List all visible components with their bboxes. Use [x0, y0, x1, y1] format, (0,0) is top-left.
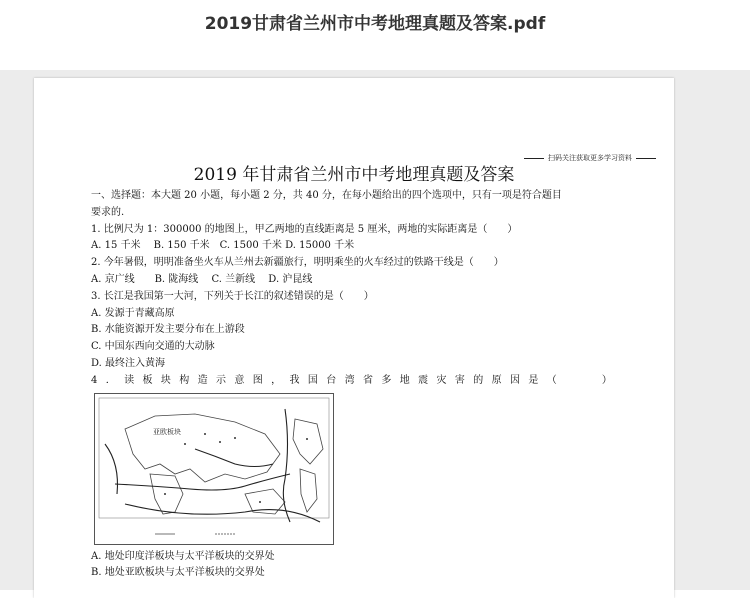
question-4-stem-char: 台 [326, 374, 337, 386]
question-4-stem-char: 块 [160, 374, 171, 386]
question-2-options: A. 京广线 B. 陇海线 C. 兰新线 D. 沪昆线 [91, 273, 313, 285]
question-4-stem-char: 板 [142, 374, 153, 386]
boundary-line [115, 474, 290, 490]
section-intro-continued: 要求的. [91, 206, 125, 218]
document-body [91, 188, 641, 582]
question-4-stem-char: 原 [491, 374, 502, 386]
plate-map-drawing [95, 394, 333, 544]
question-4-stem-char: 省 [363, 374, 373, 386]
question-4-stem-char: 湾 [344, 374, 355, 386]
promo-rule-left [524, 158, 544, 159]
hatch-dot [259, 501, 261, 503]
map-frame [99, 398, 329, 518]
hatch-dot [164, 493, 166, 495]
question-4-stem-char: 地 [399, 374, 410, 386]
question-1-options: A. 15 千米 B. 150 千米 C. 1500 千米 D. 15000 千米 [91, 240, 355, 252]
question-4-stem-char: 示 [216, 374, 226, 386]
question-4-stem-char: 4 [91, 374, 98, 386]
boundary-line [195, 449, 273, 467]
pdf-page [34, 78, 674, 598]
hatch-dot [234, 437, 236, 439]
question-3-option-c: C. 中国东西向交通的大动脉 [91, 341, 215, 353]
question-4-stem-char: 害 [454, 374, 465, 386]
boundary-line [125, 504, 320, 522]
question-4-stem-char: 震 [418, 374, 429, 386]
question-4-stem-char: 意 [234, 374, 245, 386]
boundary-line [283, 409, 290, 522]
question-4-stem-char: ） [601, 374, 612, 386]
question-4-stem-char: 造 [197, 374, 208, 386]
question-4-stem-char: 图 [252, 374, 263, 386]
americas-outline [293, 419, 323, 464]
question-4-stem-char: 灾 [436, 374, 447, 386]
question-4-stem-char: 的 [473, 374, 484, 386]
question-4-stem-char: ． [105, 374, 116, 386]
document-title: 2019 年甘肃省兰州市中考地理真题及答案 [193, 165, 515, 185]
question-3-option-d: D. 最终注入黄海 [91, 357, 166, 369]
hatch-dot [306, 438, 308, 440]
question-4-option-a: A. 地处印度洋板块与太平洋板块的交界处 [91, 550, 275, 562]
promo-rule-right [636, 158, 656, 159]
viewer-header [0, 0, 750, 70]
question-4-stem-char [565, 373, 575, 390]
question-3-stem: 3. 长江是我国第一大河，下列关于长江的叙述错误的是（ ） [91, 290, 374, 302]
hatch-dot [184, 443, 186, 445]
question-4-stem-char: 因 [510, 374, 520, 386]
question-4-stem-char: 我 [289, 374, 300, 386]
africa-outline [150, 474, 183, 514]
question-1-stem: 1. 比例尺为 1：300000 的地图上，甲乙两地的直线距离是 5 厘米，两地的实际距离是（ ） [91, 223, 518, 235]
question-4-stem-char: 读 [124, 374, 135, 386]
file-title: 2019甘肃省兰州市中考地理真题及答案.pdf [204, 14, 546, 34]
plate-boundaries [105, 409, 320, 522]
boundary-line [105, 444, 118, 494]
question-4-stem [91, 373, 612, 390]
hatch-dot [204, 433, 206, 435]
question-4-stem-char [584, 373, 594, 390]
eurasia-outline [125, 414, 280, 482]
question-4-stem-char: 多 [381, 374, 392, 386]
question-4-stem-char: （ [546, 374, 557, 386]
question-3-option-b: B. 水能资源开发主要分布在上游段 [91, 324, 245, 336]
south-america-outline [300, 469, 317, 512]
section-intro: 一、选择题：本大题 20 小题，每小题 2 分，共 40 分，在每小题给出的四个选项中，只有一项是符合题目 [91, 190, 562, 201]
question-4-stem-char: 构 [179, 374, 190, 386]
promo-text: 扫码关注获取更多学习资料 [548, 154, 632, 162]
question-4-stem-char: ， [271, 374, 282, 386]
question-2-stem: 2. 今年暑假，明明准备坐火车从兰州去新疆旅行，明明乘坐的火车经过的铁路干线是（ ） [91, 257, 504, 269]
question-3-option-a: A. 发源于青藏高原 [91, 307, 175, 319]
map-label-eurasian-plate: 亚欧板块 [153, 427, 181, 436]
question-4-option-b: B. 地处亚欧板块与太平洋板块的交界处 [91, 567, 265, 579]
plate-tectonics-map [94, 393, 334, 545]
question-4-stem-char: 国 [307, 374, 318, 386]
hatch-dot [219, 441, 221, 443]
question-4-stem-char: 是 [528, 374, 539, 386]
